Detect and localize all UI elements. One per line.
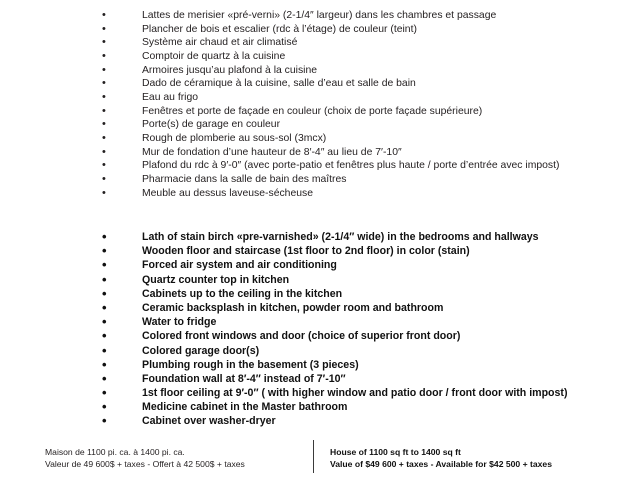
bullet-icon: • — [102, 314, 107, 330]
feature-en-item — [0, 244, 640, 258]
feature-en-item — [0, 358, 640, 372]
feature-fr-item-text: Mur de fondation d’une hauteur de 8′-4″ au lieu de 7′-10″ — [142, 146, 402, 158]
bullet-icon: • — [102, 145, 106, 158]
footer-english — [330, 446, 552, 470]
bullet-icon: • — [102, 118, 106, 131]
feature-en-item — [0, 372, 640, 386]
bullet-icon: • — [102, 385, 107, 401]
bullet-icon: • — [102, 299, 107, 315]
feature-fr-item — [0, 118, 640, 132]
bullet-icon: • — [102, 22, 106, 35]
bullet-icon: • — [102, 36, 106, 49]
footer-divider — [313, 440, 314, 473]
features-list-english — [0, 230, 640, 429]
feature-fr-item-text: Plancher de bois et escalier (rdc à l’étage) de couleur (teint) — [142, 23, 417, 35]
bullet-icon: • — [102, 186, 106, 199]
bullet-icon: • — [102, 90, 106, 103]
footer-english-price: Value of $49 600 + taxes - Available for $42 500 + taxes — [330, 459, 552, 469]
bullet-icon: • — [102, 399, 107, 415]
feature-en-item-text: Medicine cabinet in the Master bathroom — [142, 401, 348, 414]
footer-french-price: Valeur de 49 600$ + taxes - Offert à 42 500$ + taxes — [45, 459, 245, 469]
bullet-icon: • — [102, 172, 106, 185]
feature-fr-item-text: Plafond du rdc à 9′-0″ (avec porte-patio et fenêtres plus haute / porte d’entrée avec impost) — [142, 160, 560, 172]
features-list-french — [0, 9, 640, 200]
bullet-icon: • — [102, 257, 107, 273]
bullet-icon: • — [102, 9, 106, 21]
feature-fr-item-text: Rough de plomberie au sous-sol (3mcx) — [142, 132, 327, 144]
feature-en-item — [0, 287, 640, 301]
feature-en-item-text: Colored garage door(s) — [142, 344, 260, 357]
footer-french — [45, 446, 245, 470]
feature-fr-item — [0, 132, 640, 146]
feature-en-item-text: 1st floor ceiling at 9′-0″ ( with higher window and patio door / front door with impost) — [142, 387, 568, 400]
feature-fr-item — [0, 146, 640, 160]
feature-fr-item — [0, 187, 640, 201]
feature-fr-item-text: Système air chaud et air climatisé — [142, 37, 298, 49]
feature-fr-item-text: Pharmacie dans la salle de bain des maîtres — [142, 173, 347, 185]
feature-fr-item — [0, 105, 640, 119]
feature-en-item — [0, 414, 640, 428]
bullet-icon: • — [102, 285, 107, 301]
bullet-icon: • — [102, 370, 107, 386]
feature-en-item — [0, 400, 640, 414]
feature-fr-item — [0, 23, 640, 37]
feature-en-item-text: Forced air system and air conditioning — [142, 259, 337, 272]
footer-english-size: House of 1100 sq ft to 1400 sq ft — [330, 447, 461, 457]
feature-fr-item-text: Dado de céramique à la cuisine, salle d’eau et salle de bain — [142, 78, 416, 90]
bullet-icon: • — [102, 413, 107, 429]
feature-en-item-text: Plumbing rough in the basement (3 pieces) — [142, 358, 359, 371]
feature-en-item — [0, 273, 640, 287]
feature-en-item-text: Quartz counter top in kitchen — [142, 273, 290, 286]
bullet-icon: • — [102, 159, 106, 172]
bullet-icon: • — [102, 342, 107, 358]
feature-fr-item — [0, 159, 640, 173]
feature-fr-item-text: Lattes de merisier «pré-verni» (2-1/4″ largeur) dans les chambres et passage — [142, 10, 497, 21]
bullet-icon: • — [102, 104, 106, 117]
feature-en-item-text: Colored front windows and door (choice of superior front door) — [142, 330, 461, 343]
bullet-icon: • — [102, 49, 106, 62]
feature-en-item — [0, 315, 640, 329]
bullet-icon: • — [102, 229, 107, 244]
feature-en-item — [0, 386, 640, 400]
feature-fr-item — [0, 9, 640, 23]
feature-fr-item-text: Armoires jusqu’au plafond à la cuisine — [142, 64, 318, 76]
bullet-icon: • — [102, 131, 106, 144]
feature-en-item-text: Lath of stain birch «pre-varnished» (2-1/4″ wide) in the bedrooms and hallways — [142, 231, 539, 243]
bullet-icon: • — [102, 356, 107, 372]
feature-en-item — [0, 258, 640, 272]
feature-en-item-text: Ceramic backsplash in kitchen, powder room and bathroom — [142, 301, 444, 314]
feature-en-item-text: Cabinet over washer-dryer — [142, 415, 276, 428]
feature-en-item — [0, 230, 640, 244]
footer-french-size: Maison de 1100 pi. ca. à 1400 pi. ca. — [45, 447, 185, 457]
feature-en-item-text: Cabinets up to the ceiling in the kitchen — [142, 287, 343, 300]
feature-fr-item — [0, 64, 640, 78]
feature-fr-item — [0, 36, 640, 50]
bullet-icon: • — [102, 77, 106, 90]
feature-fr-item — [0, 173, 640, 187]
feature-en-item — [0, 344, 640, 358]
bullet-icon: • — [102, 328, 107, 344]
feature-en-item — [0, 329, 640, 343]
feature-fr-item-text: Eau au frigo — [142, 91, 199, 103]
bullet-icon: • — [102, 243, 107, 259]
feature-en-item — [0, 301, 640, 315]
feature-en-item-text: Wooden floor and staircase (1st floor to 2nd floor) in color (stain) — [142, 245, 470, 258]
feature-fr-item-text: Comptoir de quartz à la cuisine — [142, 50, 286, 62]
feature-fr-item — [0, 77, 640, 91]
bullet-icon: • — [102, 271, 107, 287]
feature-fr-item-text: Meuble au dessus laveuse-sécheuse — [142, 187, 313, 199]
feature-en-item-text: Water to fridge — [142, 316, 217, 329]
feature-en-item-text: Foundation wall at 8′-4″ instead of 7′-10″ — [142, 372, 346, 385]
feature-fr-item-text: Porte(s) de garage en couleur — [142, 119, 281, 131]
feature-fr-item — [0, 50, 640, 64]
feature-fr-item-text: Fenêtres et porte de façade en couleur (choix de porte façade supérieure) — [142, 105, 483, 117]
bullet-icon: • — [102, 63, 106, 76]
feature-fr-item — [0, 91, 640, 105]
